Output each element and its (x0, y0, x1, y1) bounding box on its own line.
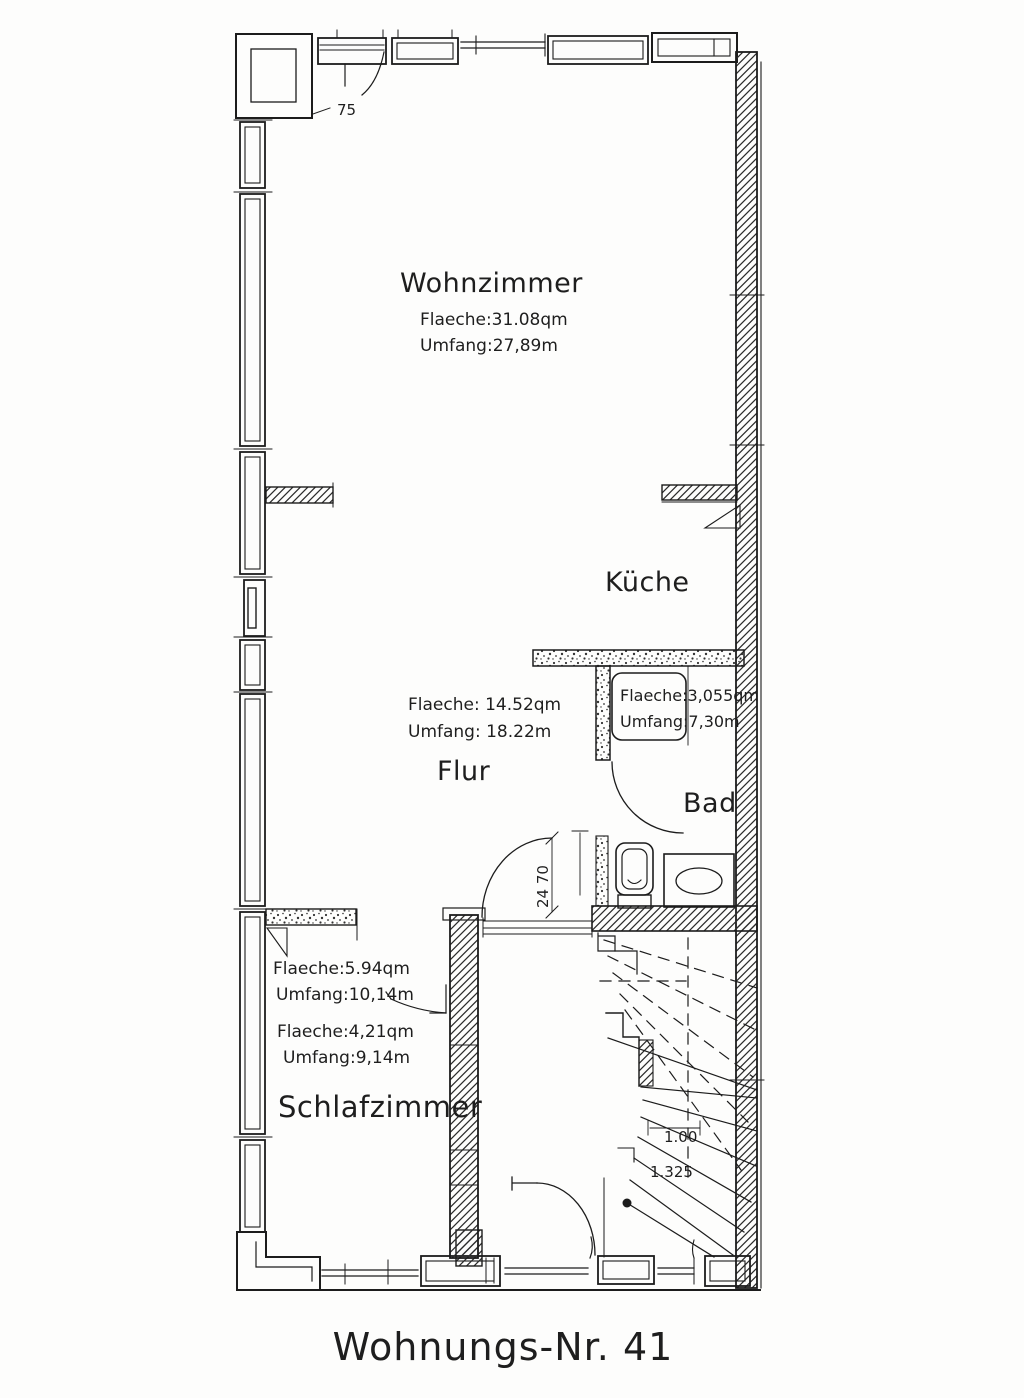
dim-window-width: 75 (337, 101, 357, 119)
label-bad: Bad (683, 788, 737, 819)
label-flur-area: Flaeche: 14.52qm (408, 695, 562, 715)
label-bad-area: Flaeche:3,055qm (620, 686, 760, 705)
label-abstellraum-perimeter: Umfang:10,14m (276, 985, 414, 1005)
doors (386, 762, 683, 1255)
label-kueche: Küche (605, 567, 690, 598)
dim-door-width: 24 70 (534, 865, 552, 908)
label-flur-perimeter: Umfang: 18.22m (408, 722, 552, 742)
label-wohnzimmer: Wohnzimmer (400, 268, 583, 299)
label-schlafzimmer: Schlafzimmer (278, 1090, 483, 1124)
right-wall (730, 52, 764, 1288)
bottom-wall (237, 1230, 760, 1290)
label-wohnzimmer-area: Flaeche:31.08qm (420, 310, 568, 330)
label-bad-perimeter: Umfang:7,30m (620, 712, 740, 731)
label-flur: Flur (437, 756, 491, 787)
staircase (598, 933, 757, 1257)
label-schlafzimmer-area: Flaeche:4,21qm (277, 1022, 414, 1042)
dim-stair-width: 1.00 (664, 1128, 698, 1146)
label-wohnzimmer-perimeter: Umfang:27,89m (420, 336, 558, 356)
label-schlafzimmer-perimeter: Umfang:9,14m (283, 1048, 411, 1068)
left-wall (234, 120, 272, 1232)
label-abstellraum-area: Flaeche:5.94qm (273, 959, 410, 979)
page-title: Wohnungs-Nr. 41 (332, 1325, 674, 1369)
bath-fixtures (616, 843, 734, 908)
washbasin (664, 854, 734, 907)
toilet (616, 843, 653, 908)
top-wall (236, 30, 737, 118)
dim-stair-length: 1.325 (650, 1163, 693, 1181)
dimension-leaders (313, 108, 330, 114)
labels (273, 101, 759, 1369)
